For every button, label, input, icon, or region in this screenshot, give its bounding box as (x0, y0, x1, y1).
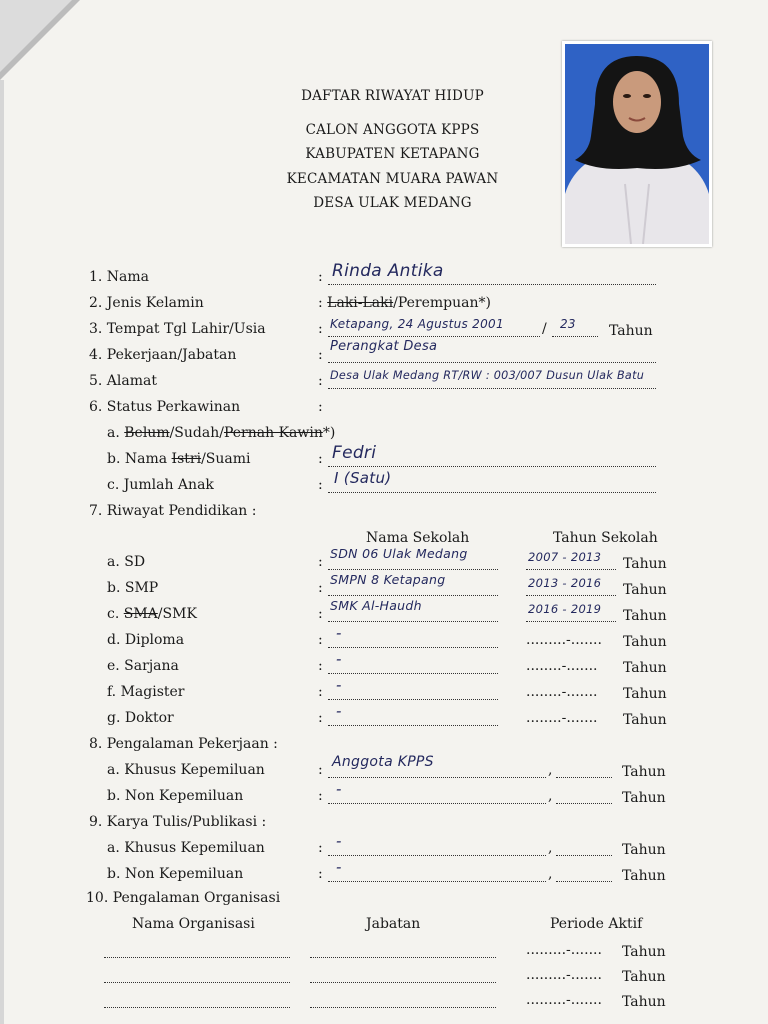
section-organisasi (0, 886, 768, 912)
label-pekerjaan: 4. Pekerjaan/Jabatan (89, 347, 237, 363)
comma: , (548, 762, 553, 778)
comma: , (548, 840, 553, 856)
dotted-line (104, 1007, 290, 1008)
label-pendidikan: 7. Riwayat Pendidikan : (89, 503, 257, 519)
colon: : (318, 840, 323, 856)
option-laki-laki: Laki-Laki (327, 295, 394, 311)
status-a-prefix: a. (107, 425, 120, 441)
label-khusus-kepemiluan: a. Khusus Kepemiluan (107, 840, 265, 856)
col-jabatan: Jabatan (366, 916, 421, 932)
colon: : (318, 788, 323, 804)
colon: : (318, 477, 323, 493)
label-b-prefix: b. Nama (107, 451, 168, 467)
doc-subtitle-4: DESA ULAK MEDANG (313, 195, 472, 211)
value-pekerjaan: Perangkat Desa (330, 339, 438, 354)
value-tahun-sekolah: ........-....... (526, 658, 598, 674)
label-non-kepemiluan: b. Non Kepemiluan (107, 866, 244, 882)
col-nama-organisasi: Nama Organisasi (132, 916, 255, 932)
slash: / (542, 321, 547, 337)
value-periode: .........-....... (526, 967, 602, 983)
document-header (250, 84, 535, 216)
colon: : (318, 658, 323, 674)
value-tahun-sekolah: 2016 - 2019 (528, 602, 602, 616)
dotted-line (104, 982, 290, 983)
label-khusus-kepemiluan: a. Khusus Kepemiluan (107, 762, 265, 778)
colon: : (318, 347, 323, 363)
dotted-line (310, 1007, 496, 1008)
organisasi-row (0, 988, 768, 1014)
unit-tahun: Tahun (622, 944, 666, 960)
option-sudah: /Sudah/ (169, 425, 224, 441)
label-jenjang: d. Diploma (107, 632, 185, 648)
dotted-line (526, 595, 616, 596)
pendidikan-row (0, 624, 768, 654)
value-jenis-kelamin: : Laki-Laki/Perempuan*) (318, 295, 491, 311)
label-jenjang: a. SD (107, 554, 146, 570)
unit-tahun: Tahun (622, 764, 666, 780)
value-tahun-sekolah: 2007 - 2013 (528, 550, 602, 564)
label-jenis-kelamin: 2. Jenis Kelamin (89, 295, 204, 311)
colon: : (318, 399, 323, 415)
label-jenjang (107, 606, 197, 622)
dotted-line (556, 803, 612, 804)
unit-tahun: Tahun (623, 660, 667, 676)
label-organisasi: 10. Pengalaman Organisasi (86, 890, 281, 906)
colon: : (318, 321, 323, 337)
colon: : (318, 269, 323, 285)
value-nama-sekolah: SMK Al-Haudh (330, 598, 422, 613)
value-nama-sekolah: SDN 06 Ulak Medang (330, 546, 468, 561)
label-jenjang: g. Doktor (107, 710, 174, 726)
unit-tahun: Tahun (622, 994, 666, 1010)
value-pekerjaan-non: - (336, 780, 342, 798)
status-a-suffix: *) (322, 425, 336, 441)
field-karya-khusus (0, 832, 768, 862)
dotted-line (328, 855, 546, 856)
field-nama (0, 261, 768, 291)
option-pernah-kawin: Pernah Kawin (223, 425, 323, 441)
value-nama-sekolah: - (336, 702, 342, 720)
colon: : (318, 684, 323, 700)
field-pekerjaan-non (0, 780, 768, 810)
value-nama-sekolah: - (336, 676, 342, 694)
dotted-line (104, 957, 290, 958)
colon: : (318, 762, 323, 778)
page-corner-fold-inner (0, 0, 72, 72)
option-perempuan: /Perempuan*) (393, 295, 491, 311)
field-alamat (0, 369, 768, 395)
label-karya-tulis: 9. Karya Tulis/Publikasi : (89, 814, 267, 830)
col-nama-sekolah: Nama Sekolah (366, 530, 470, 546)
label-jenjang: f. Magister (107, 684, 185, 700)
field-karya-non (0, 858, 768, 888)
value-karya-khusus: - (336, 832, 342, 850)
field-pekerjaan-khusus (0, 754, 768, 784)
dotted-line (328, 803, 546, 804)
colon: : (318, 451, 323, 467)
unit-tahun: Tahun (623, 712, 667, 728)
value-nama: Rinda Antika (332, 261, 444, 281)
unit-tahun: Tahun (609, 323, 653, 339)
organisasi-row (0, 938, 768, 964)
dotted-line (328, 388, 656, 389)
dotted-line (556, 855, 612, 856)
value-tahun-sekolah: 2013 - 2016 (528, 576, 602, 590)
dotted-line (328, 284, 656, 285)
dotted-line (328, 881, 546, 882)
applicant-photo (562, 41, 712, 247)
dotted-line (328, 466, 656, 467)
label-jenjang: e. Sarjana (107, 658, 179, 674)
label-non-kepemiluan: b. Non Kepemiluan (107, 788, 244, 804)
colon: : (318, 710, 323, 726)
label-status: 6. Status Perkawinan (89, 399, 241, 415)
colon: : (318, 866, 323, 882)
portrait-image (565, 44, 709, 244)
value-tahun-sekolah: ........-....... (526, 684, 598, 700)
dotted-line (328, 595, 498, 596)
value-tahun-sekolah: .........-....... (526, 632, 602, 648)
value-ttl: Ketapang, 24 Agustus 2001 (330, 317, 504, 331)
colon: : (318, 606, 323, 622)
unit-tahun: Tahun (622, 842, 666, 858)
value-pekerjaan-khusus: Anggota KPPS (332, 754, 434, 770)
value-nama-pasangan: Fedri (332, 443, 377, 463)
doc-title: DAFTAR RIWAYAT HIDUP (301, 88, 484, 104)
field-pekerjaan (0, 339, 768, 369)
status-options (107, 425, 335, 441)
organisasi-column-headers (0, 912, 768, 938)
comma: , (548, 788, 553, 804)
dotted-line (328, 492, 656, 493)
dotted-line (328, 647, 498, 648)
field-jumlah-anak (0, 469, 768, 499)
dotted-line (328, 699, 498, 700)
dotted-line (328, 362, 656, 363)
option-sma: SMA (123, 606, 158, 622)
label-jenjang: b. SMP (107, 580, 159, 596)
value-jumlah-anak: I (Satu) (334, 469, 392, 487)
dotted-line (526, 621, 616, 622)
pendidikan-row (0, 702, 768, 732)
pendidikan-row (0, 676, 768, 706)
comma: , (548, 866, 553, 882)
section-pendidikan (0, 499, 768, 525)
col-periode-aktif: Periode Aktif (550, 916, 643, 932)
label-nama-pasangan (107, 451, 251, 467)
value-alamat: Desa Ulak Medang RT/RW : 003/007 Dusun Ulak Batu (330, 369, 645, 382)
label-pengalaman-pekerjaan: 8. Pengalaman Pekerjaan : (89, 736, 278, 752)
dotted-line (328, 336, 540, 337)
pendidikan-row (0, 650, 768, 680)
option-smk: /SMK (157, 606, 197, 622)
dotted-line (328, 621, 498, 622)
option-istri: Istri (171, 451, 202, 467)
dotted-line (328, 673, 498, 674)
unit-tahun: Tahun (623, 556, 667, 572)
value-karya-non: - (336, 858, 342, 876)
colon: : (318, 373, 323, 389)
dotted-line (552, 336, 598, 337)
unit-tahun: Tahun (623, 608, 667, 624)
field-status-perkawinan (0, 395, 768, 421)
value-usia: 23 (560, 317, 576, 331)
colon: : (318, 554, 323, 570)
unit-tahun: Tahun (623, 634, 667, 650)
dotted-line (310, 957, 496, 958)
colon: : (318, 632, 323, 648)
dotted-line (328, 777, 546, 778)
field-status-a (0, 421, 768, 447)
option-belum: Belum (124, 425, 170, 441)
label-ttl: 3. Tempat Tgl Lahir/Usia (89, 321, 266, 337)
unit-tahun: Tahun (622, 790, 666, 806)
section-karya-tulis (0, 810, 768, 836)
unit-tahun: Tahun (622, 969, 666, 985)
label-jumlah-anak: c. Jumlah Anak (107, 477, 214, 493)
label-alamat: 5. Alamat (89, 373, 157, 389)
unit-tahun: Tahun (623, 686, 667, 702)
label-prefix: c. (107, 606, 120, 622)
dotted-line (328, 725, 498, 726)
unit-tahun: Tahun (623, 582, 667, 598)
colon: : (318, 580, 323, 596)
unit-tahun: Tahun (622, 868, 666, 884)
doc-subtitle-3: KECAMATAN MUARA PAWAN (286, 170, 499, 187)
doc-subtitle-2: KABUPATEN KETAPANG (305, 146, 480, 162)
value-periode: .........-....... (526, 942, 602, 958)
doc-subtitle-1: CALON ANGGOTA KPPS (305, 121, 480, 138)
value-nama-sekolah: - (336, 624, 342, 642)
dotted-line (556, 777, 612, 778)
dotted-line (556, 881, 612, 882)
dotted-line (526, 569, 616, 570)
value-tahun-sekolah: ........-....... (526, 710, 598, 726)
label-nama: 1. Nama (89, 269, 150, 285)
pendidikan-row (0, 598, 768, 628)
dotted-line (310, 982, 496, 983)
col-tahun-sekolah: Tahun Sekolah (553, 530, 658, 546)
value-periode: .........-....... (526, 992, 602, 1008)
value-nama-sekolah: - (336, 650, 342, 668)
value-nama-sekolah: SMPN 8 Ketapang (330, 572, 446, 587)
option-suami: /Suami (201, 451, 251, 467)
organisasi-row (0, 963, 768, 989)
dotted-line (328, 569, 498, 570)
field-jenis-kelamin (0, 291, 768, 317)
